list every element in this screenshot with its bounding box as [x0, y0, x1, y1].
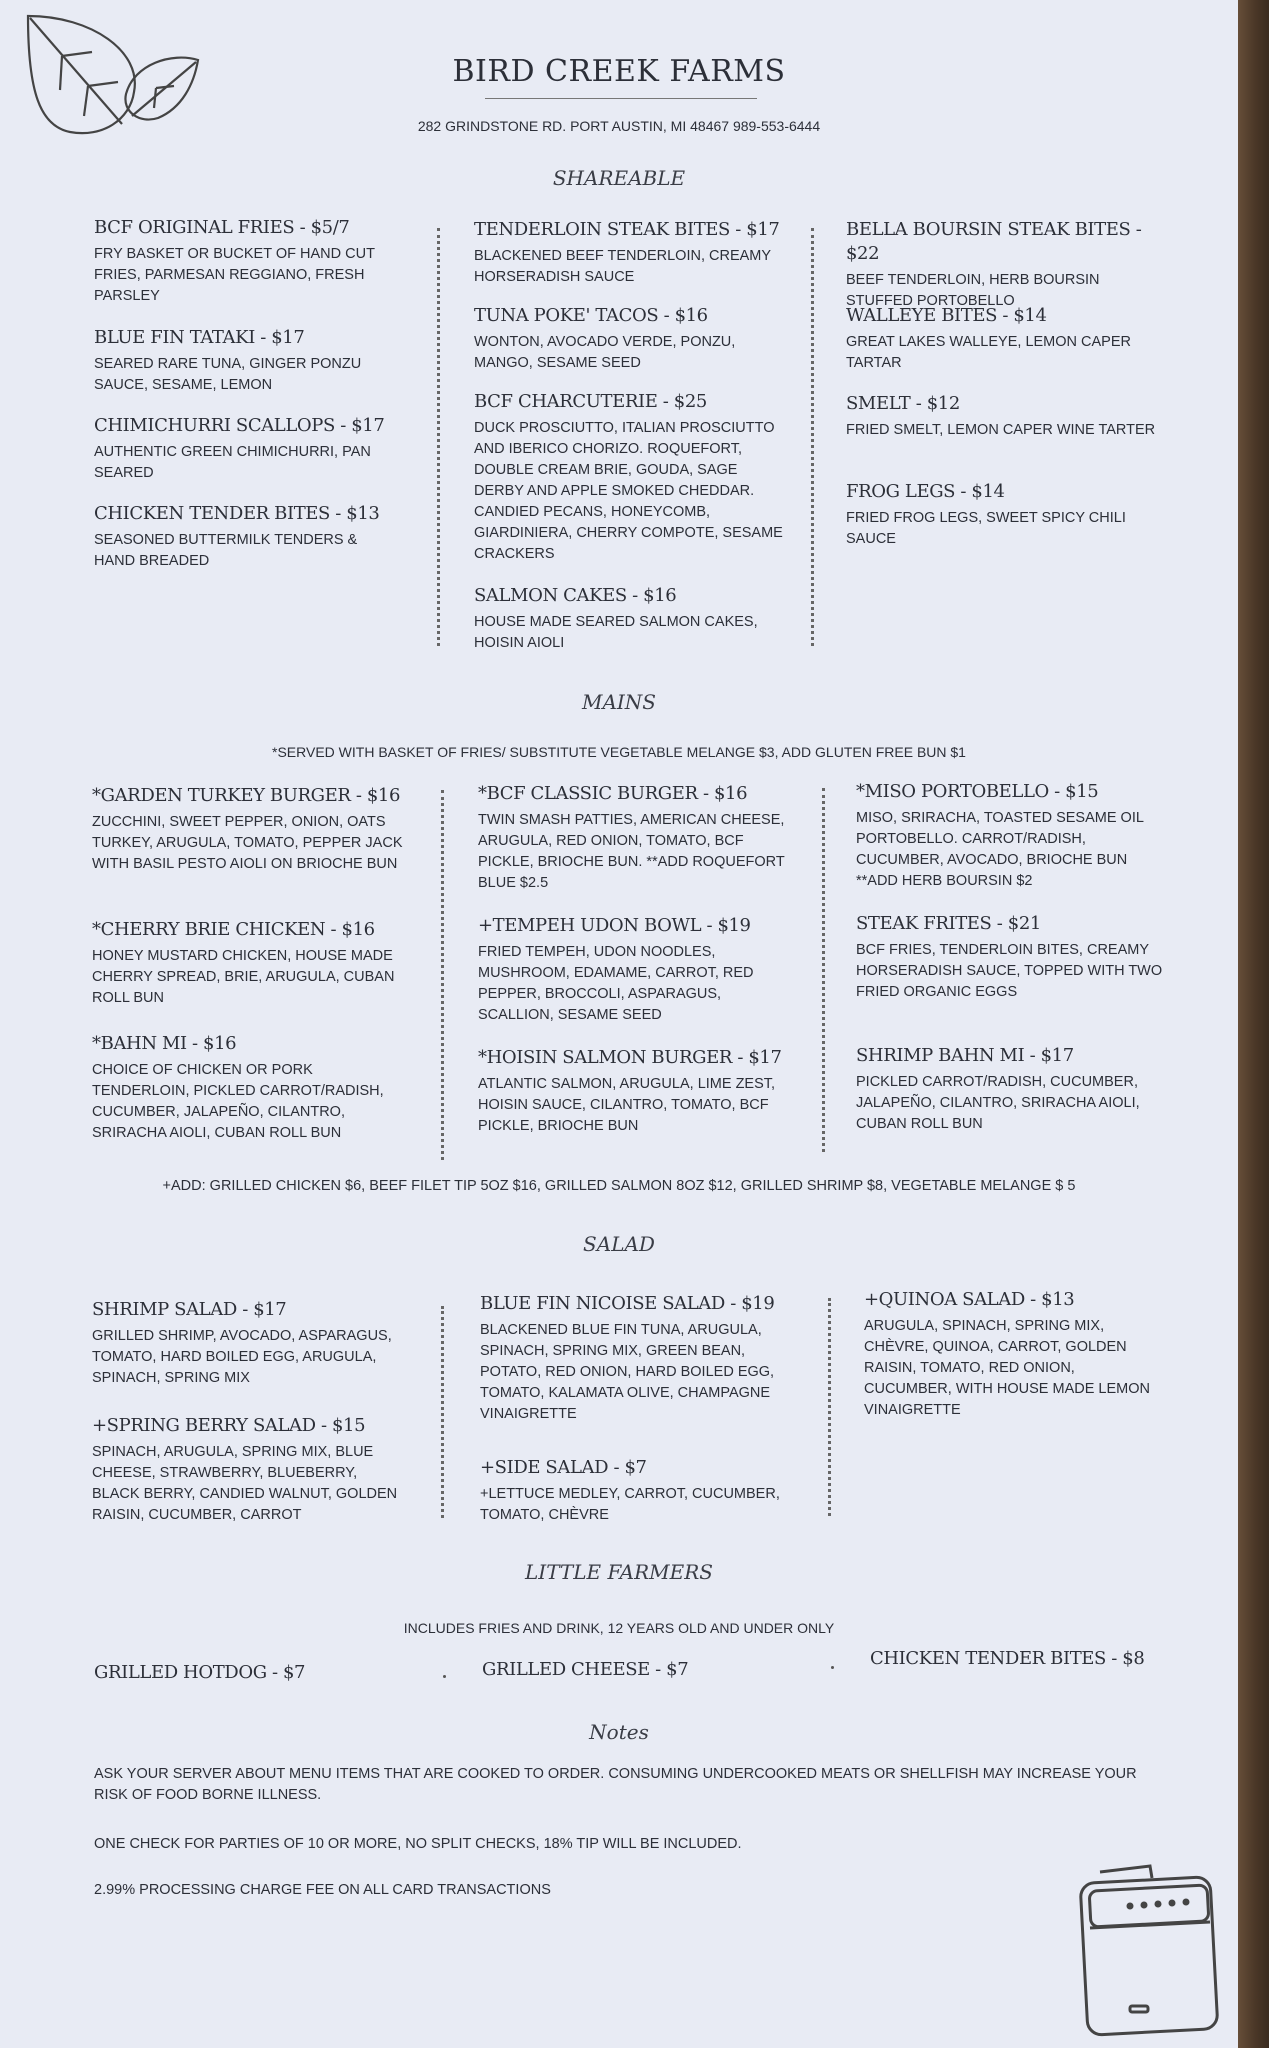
- item-description: DUCK PROSCIUTTO, ITALIAN PROSCIUTTO AND IBERICO CHORIZO. ROQUEFORT, DOUBLE CREAM BRIE, GOUDA, SAGE DERBY AND APPLE SMOKED CHEDDAR. CANDIED PECANS, HONEYCOMB, GIARDINIERA, CHERRY COMPOTE, SESAME CRACKERS: [474, 420, 783, 562]
- menu-item: [856, 912, 1166, 1003]
- menu-item: [94, 216, 394, 307]
- item-name: BCF CHARCUTERIE - $25: [474, 391, 707, 412]
- menu-item: [846, 392, 1156, 441]
- section-heading-little-farmers: LITTLE FARMERS: [525, 1560, 713, 1584]
- menu-item: [94, 326, 394, 396]
- column-divider: [828, 1298, 831, 1516]
- item-description: ATLANTIC SALMON, ARUGULA, LIME ZEST, HOISIN SAUCE, CILANTRO, TOMATO, BCF PICKLE, BRIOCHE BUN: [478, 1076, 776, 1134]
- mains-note: *SERVED WITH BASKET OF FRIES/ SUBSTITUTE VEGETABLE MELANGE $3, ADD GLUTEN FREE BUN $1: [272, 744, 966, 760]
- menu-item: [846, 480, 1156, 550]
- item-name: TUNA POKE' TACOS - $16: [474, 305, 708, 326]
- item-name: SALMON CAKES - $16: [474, 585, 677, 606]
- item-description: FRIED TEMPEH, UDON NOODLES, MUSHROOM, EDAMAME, CARROT, RED PEPPER, BROCCOLI, ASPARAGUS, SCALLION, SESAME SEED: [478, 944, 754, 1023]
- menu-item: [474, 390, 789, 565]
- item-name: *MISO PORTOBELLO - $15: [856, 781, 1099, 802]
- menu-item: [474, 584, 789, 654]
- item-description: GREAT LAKES WALLEYE, LEMON CAPER TARTAR: [846, 334, 1131, 371]
- item-description: CHOICE OF CHICKEN OR PORK TENDERLOIN, PICKLED CARROT/RADISH, CUCUMBER, JALAPEÑO, CILANTRO, SRIRACHA AIOLI, CUBAN ROLL BUN: [92, 1062, 384, 1141]
- item-description: SPINACH, ARUGULA, SPRING MIX, BLUE CHEESE, STRAWBERRY, BLUEBERRY, BLACK BERRY, CANDIED WALNUT, GOLDEN RAISIN, CUCUMBER, CARROT: [92, 1444, 398, 1523]
- restaurant-address: 282 GRINDSTONE RD. PORT AUSTIN, MI 48467 989-553-6444: [417, 118, 821, 134]
- item-description: FRIED SMELT, LEMON CAPER WINE TARTER: [846, 422, 1156, 438]
- item-description: MISO, SRIRACHA, TOASTED SESAME OIL PORTOBELLO. CARROT/RADISH, CUCUMBER, AVOCADO, BRIOCHE BUN **ADD HERB BOURSIN $2: [856, 810, 1144, 889]
- menu-item: [846, 218, 1156, 312]
- menu-item: [474, 304, 789, 374]
- section-heading-mains: MAINS: [581, 690, 657, 714]
- item-name: WALLEYE BITES - $14: [846, 305, 1047, 326]
- notes-line: 2.99% PROCESSING CHARGE FEE ON ALL CARD TRANSACTIONS: [94, 1882, 551, 1898]
- item-name: FROG LEGS - $14: [846, 481, 1005, 502]
- item-description: BEEF TENDERLOIN, HERB BOURSIN STUFFED PORTOBELLO: [846, 272, 1100, 309]
- item-description: HOUSE MADE SEARED SALMON CAKES, HOISIN AIOLI: [474, 614, 758, 651]
- item-separator-dot: [443, 1675, 446, 1678]
- item-description: FRIED FROG LEGS, SWEET SPICY CHILI SAUCE: [846, 510, 1126, 547]
- menu-item: [92, 784, 412, 875]
- wood-table-edge: [1235, 0, 1269, 2048]
- item-description: FRY BASKET OR BUCKET OF HAND CUT FRIES, PARMESAN REGGIANO, FRESH PARSLEY: [94, 246, 375, 304]
- item-name: *HOISIN SALMON BURGER - $17: [478, 1047, 782, 1068]
- section-heading-notes: Notes: [589, 1720, 649, 1744]
- menu-item: [478, 914, 798, 1026]
- item-name: BELLA BOURSIN STEAK BITES - $22: [846, 219, 1142, 264]
- menu-item: [856, 1044, 1166, 1135]
- item-description: TWIN SMASH PATTIES, AMERICAN CHEESE, ARUGULA, RED ONION, TOMATO, BCF PICKLE, BRIOCHE BUN. **ADD ROQUEFORT BLUE $2.5: [478, 812, 785, 891]
- item-name: SMELT - $12: [846, 393, 960, 414]
- item-name: +SPRING BERRY SALAD - $15: [92, 1415, 366, 1436]
- item-name: BLUE FIN TATAKI - $17: [94, 327, 305, 348]
- section-heading-shareable: SHAREABLE: [552, 166, 686, 190]
- title-underline: [485, 98, 757, 99]
- item-name: STEAK FRITES - $21: [856, 913, 1041, 934]
- menu-item: [94, 414, 394, 484]
- item-name: CHIMICHURRI SCALLOPS - $17: [94, 415, 385, 436]
- item-name: TENDERLOIN STEAK BITES - $17: [474, 219, 780, 240]
- item-separator-dot: [831, 1666, 834, 1669]
- menu-item: [92, 1032, 412, 1144]
- menu-item: [92, 918, 412, 1009]
- item-name: *BCF CLASSIC BURGER - $16: [478, 783, 748, 804]
- item-name: *CHERRY BRIE CHICKEN - $16: [92, 919, 375, 940]
- item-name: SHRIMP SALAD - $17: [92, 1299, 287, 1320]
- item-name: +SIDE SALAD - $7: [480, 1457, 647, 1478]
- item-name: BCF ORIGINAL FRIES - $5/7: [94, 217, 350, 238]
- menu-item: [478, 782, 798, 894]
- notes-line: ASK YOUR SERVER ABOUT MENU ITEMS THAT ARE COOKED TO ORDER. CONSUMING UNDERCOOKED MEATS OR SHELLFISH MAY INCREASE YOUR RISK OF FOOD BORNE ILLNESS.: [94, 1766, 1137, 1803]
- kids-item: GRILLED CHEESE - $7: [482, 1659, 689, 1680]
- item-description: +LETTUCE MEDLEY, CARROT, CUCUMBER, TOMATO, CHÈVRE: [480, 1486, 780, 1523]
- item-description: HONEY MUSTARD CHICKEN, HOUSE MADE CHERRY SPREAD, BRIE, ARUGULA, CUBAN ROLL BUN: [92, 948, 395, 1006]
- item-description: SEASONED BUTTERMILK TENDERS & HAND BREADED: [94, 532, 358, 569]
- item-name: BLUE FIN NICOISE SALAD - $19: [480, 1293, 775, 1314]
- column-divider: [822, 788, 825, 1152]
- mains-add-ons: +ADD: GRILLED CHICKEN $6, BEEF FILET TIP 5OZ $16, GRILLED SALMON 8OZ $12, GRILLED SHRIMP $8, VEGETABLE MELANGE $ 5: [162, 1178, 1076, 1194]
- item-description: BLACKENED BLUE FIN TUNA, ARUGULA, SPINACH, SPRING MIX, GREEN BEAN, POTATO, RED ONION, HARD BOILED EGG, TOMATO, KALAMATA OLIVE, CHAMPAGNE VINAIGRETTE: [480, 1322, 775, 1422]
- menu-item: [94, 502, 394, 572]
- kids-item: CHICKEN TENDER BITES - $8: [870, 1648, 1145, 1669]
- item-description: BLACKENED BEEF TENDERLOIN, CREAMY HORSERADISH SAUCE: [474, 248, 771, 285]
- item-name: *GARDEN TURKEY BURGER - $16: [92, 785, 400, 806]
- item-name: CHICKEN TENDER BITES - $13: [94, 503, 380, 524]
- section-heading-salad: SALAD: [583, 1232, 655, 1256]
- item-name: *BAHN MI - $16: [92, 1033, 237, 1054]
- item-description: ARUGULA, SPINACH, SPRING MIX, CHÈVRE, QUINOA, CARROT, GOLDEN RAISIN, TOMATO, RED ONION, CUCUMBER, WITH HOUSE MADE LEMON VINAIGRETTE: [864, 1318, 1150, 1418]
- item-description: AUTHENTIC GREEN CHIMICHURRI, PAN SEARED: [94, 444, 371, 481]
- kids-item: GRILLED HOTDOG - $7: [94, 1662, 306, 1683]
- menu-item: [92, 1298, 392, 1389]
- column-divider: [437, 228, 440, 646]
- notes-line: ONE CHECK FOR PARTIES OF 10 OR MORE, NO SPLIT CHECKS, 18% TIP WILL BE INCLUDED.: [94, 1836, 742, 1852]
- item-name: SHRIMP BAHN MI - $17: [856, 1045, 1074, 1066]
- column-divider: [441, 1306, 444, 1518]
- restaurant-name: BIRD CREEK FARMS: [452, 54, 786, 89]
- column-divider: [441, 790, 444, 1160]
- menu-item: [480, 1456, 800, 1526]
- little-farmers-note: INCLUDES FRIES AND DRINK, 12 YEARS OLD AND UNDER ONLY: [403, 1620, 835, 1636]
- item-description: SEARED RARE TUNA, GINGER PONZU SAUCE, SESAME, LEMON: [94, 356, 362, 393]
- item-name: +TEMPEH UDON BOWL - $19: [478, 915, 751, 936]
- column-divider: [811, 228, 814, 646]
- menu-item: [480, 1292, 800, 1425]
- item-description: WONTON, AVOCADO VERDE, PONZU, MANGO, SESAME SEED: [474, 334, 736, 371]
- menu-item: [864, 1288, 1164, 1421]
- menu-item: [92, 1414, 402, 1526]
- item-description: GRILLED SHRIMP, AVOCADO, ASPARAGUS, TOMATO, HARD BOILED EGG, ARUGULA, SPINACH, SPRING MIX: [92, 1328, 392, 1386]
- menu-item: [478, 1046, 798, 1137]
- item-description: BCF FRIES, TENDERLOIN BITES, CREAMY HORSERADISH SAUCE, TOPPED WITH TWO FRIED ORGANIC EGGS: [856, 942, 1163, 1000]
- menu-item: [474, 218, 789, 288]
- menu-item: [846, 304, 1156, 374]
- menu-item: [856, 780, 1166, 892]
- item-name: +QUINOA SALAD - $13: [864, 1289, 1075, 1310]
- item-description: ZUCCHINI, SWEET PEPPER, ONION, OATS TURKEY, ARUGULA, TOMATO, PEPPER JACK WITH BASIL PESTO AIOLI ON BRIOCHE BUN: [92, 814, 403, 872]
- item-description: PICKLED CARROT/RADISH, CUCUMBER, JALAPEÑO, CILANTRO, SRIRACHA AIOLI, CUBAN ROLL BUN: [856, 1074, 1140, 1132]
